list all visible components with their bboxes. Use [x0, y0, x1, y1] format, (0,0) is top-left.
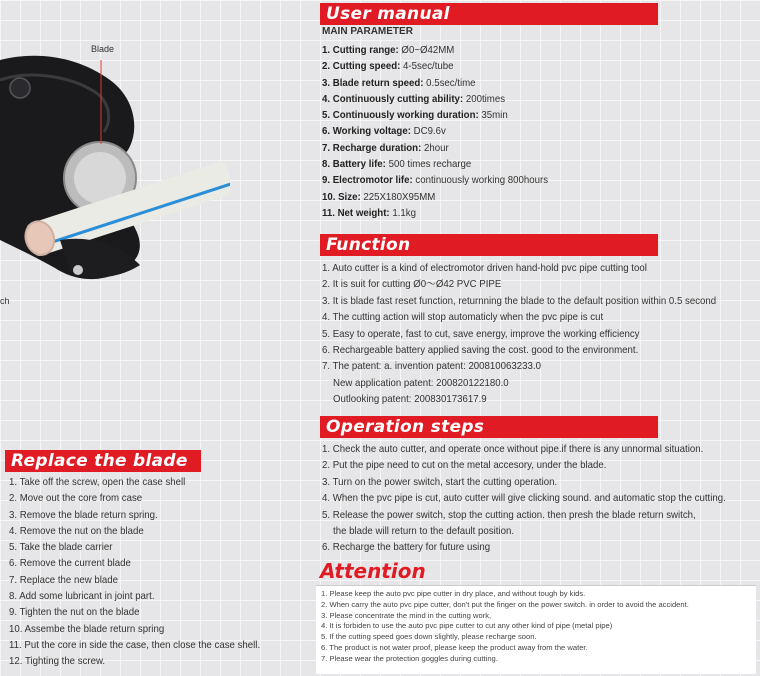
function-item: 3. It is blade fast reset function, returnning the blade to the default position within 0.5 second	[322, 294, 717, 307]
param-item: 5. Continuously working duration: 35min	[322, 109, 508, 122]
replace-blade-item: 7. Replace the new blade	[9, 573, 119, 586]
attention-list	[321, 589, 689, 665]
attention-item: 3. Please concentrate the mind in the cutting work,	[321, 610, 492, 620]
operation-item: 4. When the pvc pipe is cut, auto cutter will give clicking sound. and automatic stop the cutting.	[322, 492, 726, 505]
function-item: 7. The patent: a. invention patent: 200810063233.0	[322, 360, 541, 373]
replace-blade-item: 9. Tighten the nut on the blade	[9, 606, 140, 619]
param-item: 4. Continuously cutting ability: 200times	[322, 92, 506, 105]
operation-steps-title: Operation steps	[320, 416, 658, 438]
param-item: 9. Electromotor life: continuously working 800hours	[322, 174, 549, 187]
operation-item: 3. Turn on the power switch, start the cutting operation.	[322, 475, 558, 488]
replace-blade-item: 5. Take the blade carrier	[9, 541, 113, 554]
function-item: 6. Rechargeable battery applied saving the cost. good to the environment.	[322, 344, 639, 357]
param-item: 1. Cutting range: Ø0~Ø42MM	[322, 44, 455, 56]
function-item: 5. Easy to operate, fast to cut, save energy, improve the working efficiency	[322, 327, 640, 340]
attention-item: 1. Please keep the auto pvc pipe cutter in dry place, and without tough by kids.	[321, 589, 586, 598]
operation-item: 5. Release the power switch, stop the cutting action. then presh the blade return switch,	[322, 508, 696, 521]
param-item: 11. Net weight: 1.1kg	[322, 206, 416, 219]
function-item: Outlooking patent: 200830173617.9	[333, 393, 487, 406]
param-item: 2. Cutting speed: 4-5sec/tube	[322, 60, 454, 73]
param-item: 7. Recharge duration: 2hour	[322, 141, 449, 154]
function-title: Function	[320, 234, 658, 256]
replace-blade-item: 8. Add some lubricant in joint part.	[9, 590, 155, 603]
user-manual-title: User manual	[320, 3, 658, 25]
attention-item: 7. Please wear the protection goggles during cutting.	[321, 653, 498, 663]
function-item: 4. The cutting action will stop automaticly when the pvc pipe is cut	[322, 311, 604, 324]
operation-steps-list	[322, 441, 760, 556]
main-parameter-list	[322, 42, 568, 221]
function-item: 1. Auto cutter is a kind of electromotor driven hand-hold pvc pipe cutting tool	[322, 262, 647, 274]
attention-item: 4. It is forbiden to use the auto pvc pipe cutter to cut any other kind of pipe (metal pipe)	[321, 621, 613, 631]
switch-callout-label: ch	[0, 296, 10, 306]
function-item: New application patent: 200820122180.0	[333, 376, 509, 389]
param-item: 6. Working voltage: DC9.6v	[322, 125, 446, 138]
blade-callout-label: Blade	[91, 44, 115, 54]
pipe-cutter-illustration	[0, 40, 230, 300]
replace-blade-list	[9, 474, 282, 670]
replace-blade-item: 3. Remove the blade return spring.	[9, 508, 158, 521]
param-item: 10. Size: 225X180X95MM	[322, 190, 436, 203]
attention-item: 6. The product is not water proof, please keep the product away from the water.	[321, 642, 588, 652]
product-image	[0, 40, 230, 300]
replace-blade-item: 11. Put the core in side the case, then close the case shell.	[9, 638, 261, 651]
replace-blade-item: 6. Remove the current blade	[9, 557, 131, 570]
operation-item: 2. Put the pipe need to cut on the metal accesory, under the blade.	[322, 459, 607, 472]
attention-item: 2. When carry the auto pvc pipe cutter, don't put the finger on the power switch. in order to avoid the accident.	[321, 599, 689, 609]
function-item: 2. It is suit for cutting Ø0～Ø42 PVC PIPE	[322, 278, 502, 291]
attention-item: 5. If the cutting speed goes down slightly, please recharge soon.	[321, 632, 537, 642]
replace-blade-title: Replace the blade	[5, 450, 201, 472]
function-list	[322, 260, 750, 408]
operation-item: the blade will return to the default position.	[333, 525, 515, 538]
replace-blade-item: 4. Remove the nut on the blade	[9, 524, 144, 537]
replace-blade-item: 1. Take off the screw, open the case shell	[9, 476, 186, 488]
replace-blade-item: 10. Assembe the blade return spring	[9, 622, 165, 635]
operation-item: 1. Check the auto cutter, and operate once without pipe.if there is any unnormal situation.	[322, 443, 704, 455]
replace-blade-item: 12. Tighting the screw.	[9, 655, 106, 668]
attention-title: Attention	[320, 559, 426, 583]
param-item: 3. Blade return speed: 0.5sec/time	[322, 76, 476, 89]
param-item: 8. Battery life: 500 times recharge	[322, 158, 472, 171]
main-parameter-heading: MAIN PARAMETER	[322, 26, 413, 37]
replace-blade-item: 2. Move out the core from case	[9, 492, 143, 505]
operation-item: 6. Recharge the battery for future using	[322, 541, 491, 554]
